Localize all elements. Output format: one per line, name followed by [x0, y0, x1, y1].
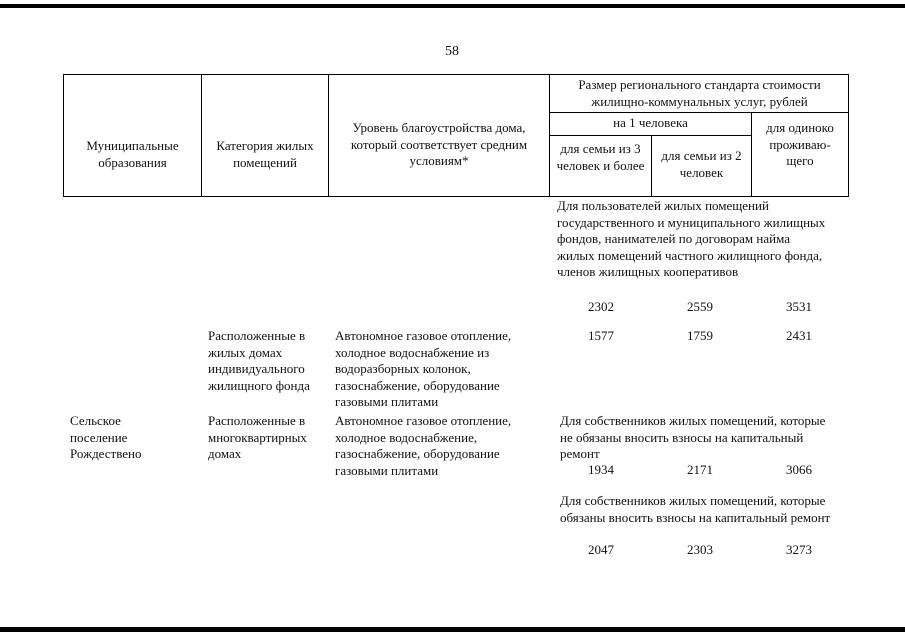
header-standard: Размер регионального стандарта стоимости жилищно-коммунальных услуг, рублей: [578, 77, 821, 109]
bottom-border: [0, 627, 905, 632]
value-owners-obliged-single: 3273: [786, 542, 812, 557]
value-owners-not-obliged-family3: 1934: [588, 462, 614, 477]
top-border: [0, 4, 905, 8]
value-row1-family3: 1577: [588, 328, 614, 343]
header-family-3: для семьи из 3 человек и более: [556, 141, 645, 173]
header-top-line: [63, 74, 849, 75]
header-family-2: для семьи из 2 человек: [661, 148, 742, 180]
header-per-person: на 1 человека: [613, 115, 688, 130]
col-divider-5: [751, 112, 752, 197]
value-row1-family2: 1759: [687, 328, 713, 343]
per-person-divider-line: [549, 135, 751, 136]
municipality-name: Сельское поселение Рождествено: [70, 413, 142, 461]
header-bottom-line: [63, 196, 849, 197]
group-label-owners-not-obliged: Для собственников жилых помещений, которые не обязаны вносить взносы на капитальный ремонт: [560, 413, 826, 461]
table-right-line: [848, 74, 849, 197]
value-owners-not-obliged-family2: 2171: [687, 462, 713, 477]
row1-category: Расположенные в жилых домах индивидуального жилищного фонда: [208, 328, 310, 393]
value-owners-not-obliged-single: 3066: [786, 462, 812, 477]
header-municipality: Муниципальные образования: [86, 138, 179, 170]
group-label-owners-obliged: Для собственников жилых помещений, которые обязаны вносить взносы на капитальный ремонт: [560, 493, 831, 525]
header-single: для одиноко проживаю-щего: [766, 120, 834, 168]
col-divider-3: [549, 74, 550, 197]
row2-level: Автономное газовое отопление, холодное водоснабжение, газоснабжение, оборудование газовыми плитами: [335, 413, 512, 478]
value-owners-obliged-family3: 2047: [588, 542, 614, 557]
group-label-users: Для пользователей жилых помещений государственного и муниципального жилищных фондов, нанимателей по договорам найма жилых помещений частного жилищного фонда, членов жилищных кооперативов: [557, 198, 826, 279]
standard-divider-line: [549, 112, 849, 113]
value-owners-obliged-family2: 2303: [687, 542, 713, 557]
header-category: Категория жилых помещений: [216, 138, 314, 170]
col-divider-4: [651, 135, 652, 197]
value-users-family2: 2559: [687, 299, 713, 314]
page-number: 58: [445, 44, 459, 59]
header-level: Уровень благоустройства дома, который соответствует средним условиям*: [350, 120, 528, 168]
value-users-single: 3531: [786, 299, 812, 314]
row1-level: Автономное газовое отопление, холодное водоснабжение из водоразборных колонок, газоснабжение, оборудование газовыми плитами: [335, 328, 512, 409]
row2-category: Расположенные в многоквартирных домах: [208, 413, 307, 461]
col-divider-1: [201, 74, 202, 197]
table-left-line: [63, 74, 64, 197]
value-row1-single: 2431: [786, 328, 812, 343]
col-divider-2: [328, 74, 329, 197]
value-users-family3: 2302: [588, 299, 614, 314]
